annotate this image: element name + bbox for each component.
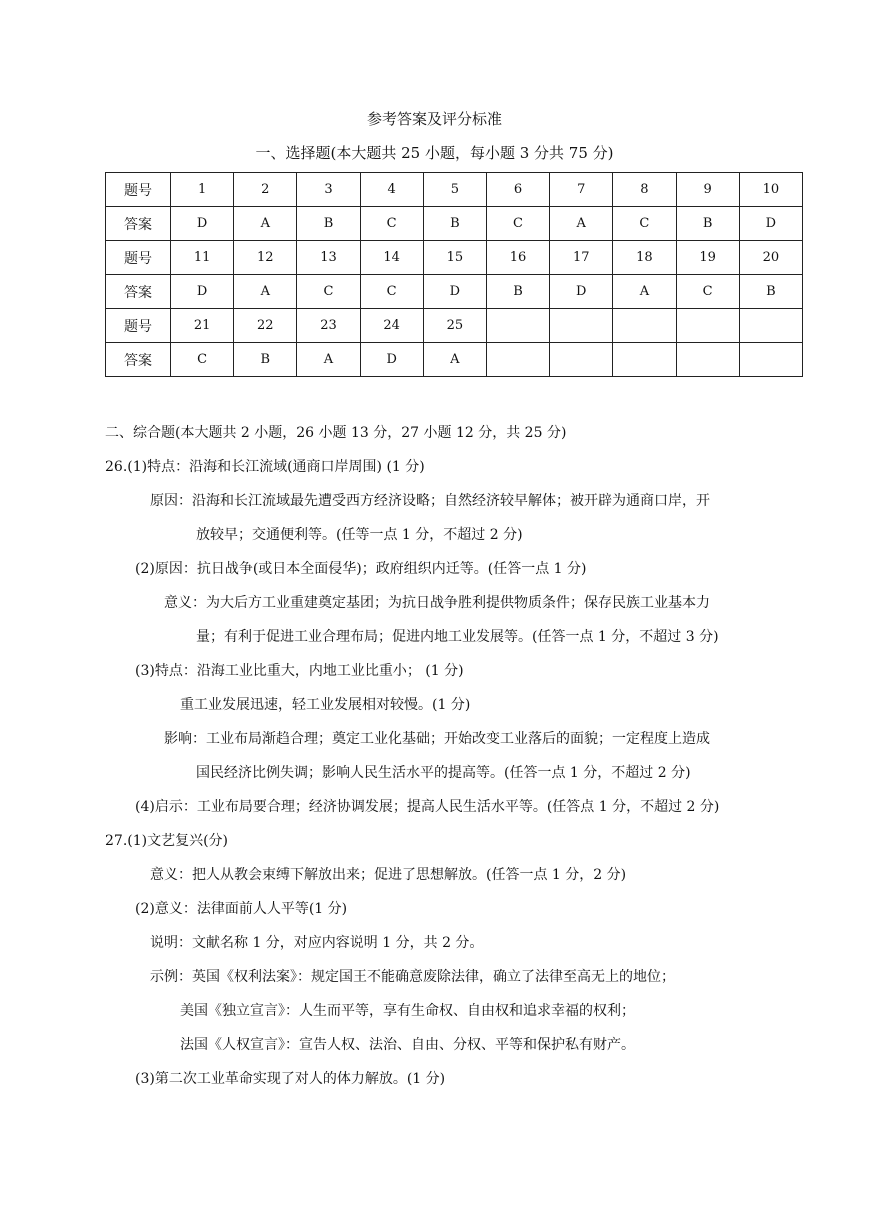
table-cell: 1 [171, 173, 234, 207]
table-cell: C [613, 207, 676, 241]
table-cell: D [171, 207, 234, 241]
table-cell: A [234, 207, 297, 241]
table-row [106, 309, 803, 343]
table-cell: C [360, 207, 423, 241]
answer-line: 意义：把人从教会束缚下解放出来；促进了思想解放。(任答一点 1 分，2 分) [150, 867, 627, 883]
answer-line: 示例：英国《权利法案》：规定国王不能确意废除法律，确立了法律至高无上的地位； [150, 969, 675, 985]
table-row [106, 275, 803, 309]
answer-line: 意义：为大后方工业重建奠定基团；为抗日战争胜利提供物质条件；保存民族工业基本力 [164, 595, 710, 611]
answer-line: (3)特点：沿海工业比重大，内地工业比重小； (1 分) [135, 663, 464, 679]
table-cell: B [423, 207, 486, 241]
answer-line: 量；有利于促进工业合理布局；促进内地工业发展等。(任答一点 1 分，不超过 3 分) [196, 629, 719, 645]
table-cell: 11 [171, 241, 234, 275]
table-cell [739, 309, 802, 343]
table-cell: 4 [360, 173, 423, 207]
table-cell: A [297, 343, 360, 377]
table-cell: 16 [486, 241, 549, 275]
table-cell [676, 343, 739, 377]
table-row [106, 207, 803, 241]
table-cell: 6 [486, 173, 549, 207]
row-label: 答案 [106, 343, 171, 377]
table-cell: B [234, 343, 297, 377]
answer-line: 影响：工业布局渐趋合理；奠定工业化基础；开始改变工业落后的面貌；一定程度上造成 [164, 731, 710, 747]
table-cell: D [550, 275, 613, 309]
table-cell: D [171, 275, 234, 309]
table-cell [676, 309, 739, 343]
table-cell: B [676, 207, 739, 241]
table-cell [613, 309, 676, 343]
table-cell [613, 343, 676, 377]
answer-table [105, 172, 803, 377]
answer-line: (2)原因：抗日战争(或日本全面侵华)；政府组织内迁等。(任答一点 1 分) [135, 561, 587, 577]
answer-line: 27.(1)文艺复兴(分) [105, 833, 229, 849]
table-cell: 2 [234, 173, 297, 207]
table-cell: A [423, 343, 486, 377]
section-one-title: 一、选择题(本大题共 25 小题，每小题 3 分共 75 分) [255, 144, 614, 162]
table-cell: 22 [234, 309, 297, 343]
table-cell: C [297, 275, 360, 309]
answer-line: (2)意义：法律面前人人平等(1 分) [135, 901, 348, 917]
table-cell: B [297, 207, 360, 241]
row-label: 题号 [106, 173, 171, 207]
table-row [106, 173, 803, 207]
table-cell: 15 [423, 241, 486, 275]
table-cell: C [360, 275, 423, 309]
answer-line: 美国《独立宣言》：人生而平等，享有生命权、自由权和追求幸福的权利； [180, 1003, 635, 1019]
answer-line: 重工业发展迅速，轻工业发展相对较慢。(1 分) [180, 697, 471, 713]
table-cell: B [486, 275, 549, 309]
table-cell: A [550, 207, 613, 241]
table-cell: 23 [297, 309, 360, 343]
table-cell [739, 343, 802, 377]
table-cell: 8 [613, 173, 676, 207]
table-cell [550, 343, 613, 377]
table-cell [486, 309, 549, 343]
section-two-title: 二、综合题(本大题共 2 小题，26 小题 13 分，27 小题 12 分，共 25 分) [105, 425, 567, 441]
table-cell: B [739, 275, 802, 309]
table-cell: 17 [550, 241, 613, 275]
answer-line: 国民经济比例失调；影响人民生活水平的提高等。(任答一点 1 分，不超过 2 分) [196, 765, 691, 781]
row-label: 题号 [106, 309, 171, 343]
table-cell: A [234, 275, 297, 309]
row-label: 答案 [106, 207, 171, 241]
table-cell: 18 [613, 241, 676, 275]
table-cell: 20 [739, 241, 802, 275]
table-cell [486, 343, 549, 377]
page-title: 参考答案及评分标准 [366, 110, 502, 128]
table-cell: 13 [297, 241, 360, 275]
table-cell: 21 [171, 309, 234, 343]
table-cell: 7 [550, 173, 613, 207]
table-cell: 3 [297, 173, 360, 207]
table-cell: 5 [423, 173, 486, 207]
answer-line: 说明：文献名称 1 分，对应内容说明 1 分，共 2 分。 [150, 935, 484, 951]
answer-line: (3)第二次工业革命实现了对人的体力解放。(1 分) [135, 1071, 446, 1087]
table-cell [550, 309, 613, 343]
table-cell: D [739, 207, 802, 241]
table-cell: C [171, 343, 234, 377]
table-cell: 24 [360, 309, 423, 343]
table-cell: 10 [739, 173, 802, 207]
table-cell: D [423, 275, 486, 309]
answer-line: 原因：沿海和长江流域最先遭受西方经济设略；自然经济较早解体；被开辟为通商口岸，开 [150, 493, 710, 509]
table-cell: A [613, 275, 676, 309]
table-cell: C [486, 207, 549, 241]
table-cell: 14 [360, 241, 423, 275]
answer-line: (4)启示：工业布局要合理；经济协调发展；提高人民生活水平等。(任答点 1 分，不超过 2 分) [135, 799, 720, 815]
answer-line: 26.(1)特点：沿海和长江流域(通商口岸周围) (1 分) [105, 459, 425, 475]
answer-line: 放较早；交通便利等。(任等一点 1 分，不超过 2 分) [196, 527, 523, 543]
table-cell: 25 [423, 309, 486, 343]
row-label: 答案 [106, 275, 171, 309]
table-row [106, 343, 803, 377]
table-cell: 12 [234, 241, 297, 275]
table-cell: 19 [676, 241, 739, 275]
row-label: 题号 [106, 241, 171, 275]
table-cell: C [676, 275, 739, 309]
answer-line: 法国《人权宣言》：宣告人权、法治、自由、分权、平等和保护私有财产。 [180, 1037, 635, 1053]
table-row [106, 241, 803, 275]
table-cell: 9 [676, 173, 739, 207]
table-cell: D [360, 343, 423, 377]
